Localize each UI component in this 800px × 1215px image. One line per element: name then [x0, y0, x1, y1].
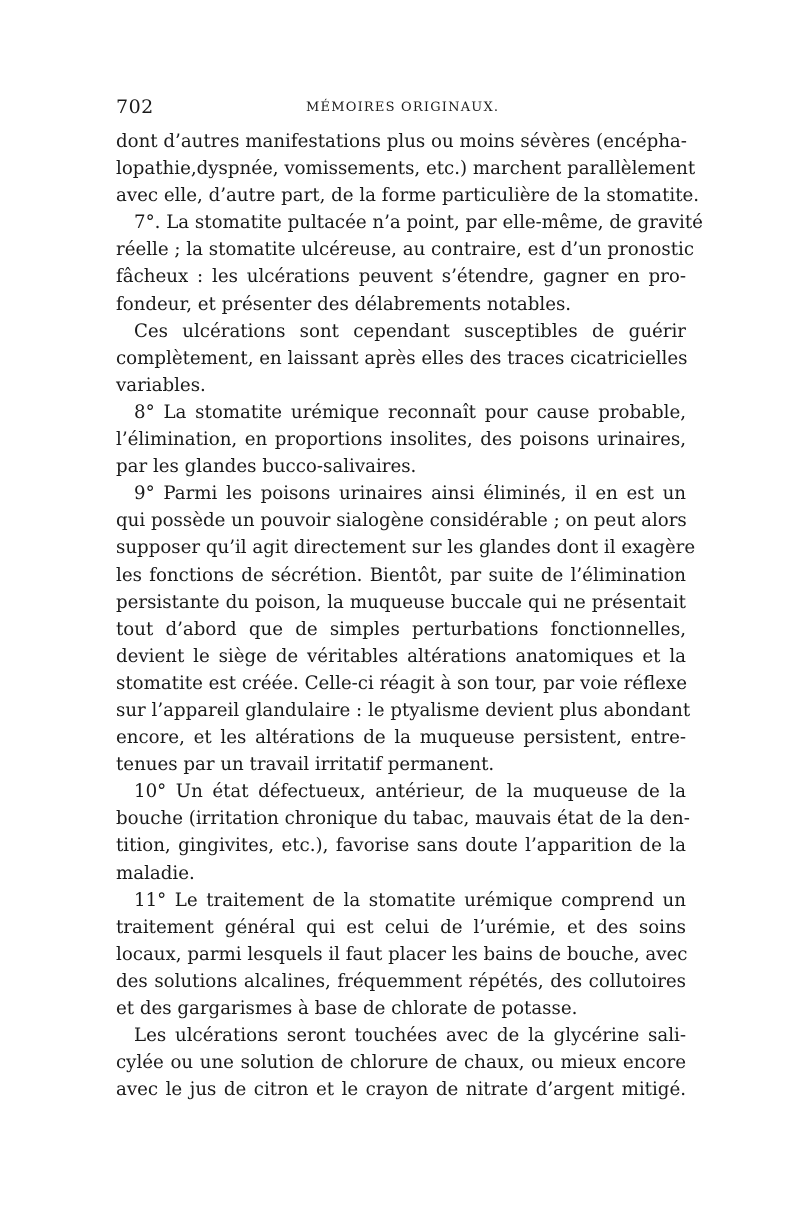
text-line: tition, gingivites, etc.), favorise sans doute l’apparition de la — [116, 835, 686, 857]
text-line: bouche (irritation chronique du tabac, mauvais état de la den- — [116, 808, 690, 830]
running-title: MÉMOIRES ORIGINAUX. — [306, 100, 500, 115]
text-line: tout d’abord que de simples perturbations fonctionnelles, — [116, 618, 686, 640]
text-line: fondeur, et présenter des délabrements notables. — [116, 293, 572, 315]
text-line: traitement général qui est celui de l’urémie, et des soins — [116, 916, 686, 938]
text-line: 8° La stomatite urémique reconnaît pour cause probable, — [134, 401, 686, 423]
page-number: 702 — [116, 96, 154, 118]
text-line: maladie. — [116, 862, 195, 884]
text-line: et des gargarismes à base de chlorate de potasse. — [116, 998, 578, 1019]
text-line: encore, et les altérations de la muqueuse persistent, entre- — [116, 727, 686, 749]
text-line: par les glandes bucco-salivaires. — [116, 456, 417, 478]
text-line: complètement, en laissant après elles des traces cicatricielles — [116, 347, 688, 369]
text-line: les fonctions de sécrétion. Bientôt, par suite de l’élimination — [116, 564, 686, 586]
text-line: supposer qu’il agit directement sur les glandes dont il exagère — [116, 537, 696, 559]
text-line: Ces ulcérations sont cependant susceptibles de guérir — [134, 320, 686, 342]
text-line: dont d’autres manifestations plus ou moins sévères (encépha- — [116, 131, 687, 152]
text-line: 10° Un état défectueux, antérieur, de la muqueuse de la — [134, 781, 686, 803]
text-line: qui possède un pouvoir sialogène considérable ; on peut alors — [116, 510, 687, 532]
page-header — [116, 96, 686, 122]
text-line: 11° Le traitement de la stomatite urémique comprend un — [134, 889, 686, 911]
text-line: lopathie,dyspnée, vomissements, etc.) marchent parallèlement — [116, 158, 696, 180]
text-line: des solutions alcalines, fréquemment répétés, des collutoires — [116, 970, 686, 992]
text-line: 7°. La stomatite pultacée n’a point, par elle-même, de gravité — [134, 212, 703, 234]
text-line: sur l’appareil glandulaire : le ptyalisme devient plus abondant — [116, 699, 691, 721]
text-line: fâcheux : les ulcérations peuvent s’étendre, gagner en pro- — [116, 266, 686, 288]
text-line: l’élimination, en proportions insolites, des poisons urinaires, — [116, 429, 686, 451]
book-page — [116, 96, 703, 1103]
text-line: tenues par un travail irritatif permanent. — [116, 754, 495, 776]
text-line: devient le siège de véritables altérations anatomiques et la — [116, 645, 686, 667]
body-text — [116, 128, 703, 1103]
text-line: avec elle, d’autre part, de la forme particulière de la stomatite. — [116, 185, 700, 207]
text-line: locaux, parmi lesquels il faut placer les bains de bouche, avec — [116, 943, 688, 965]
text-line: cylée ou une solution de chlorure de chaux, ou mieux encore — [116, 1052, 686, 1074]
text-line: persistante du poison, la muqueuse buccale qui ne présentait — [116, 591, 686, 613]
text-line: variables. — [116, 374, 206, 396]
text-line: 9° Parmi les poisons urinaires ainsi éliminés, il en est un — [134, 483, 686, 505]
text-line: réelle ; la stomatite ulcéreuse, au contraire, est d’un pronostic — [116, 239, 695, 261]
text-line: avec le jus de citron et le crayon de nitrate d’argent mitigé. — [116, 1079, 686, 1101]
text-line: stomatite est créée. Celle-ci réagit à son tour, par voie réflexe — [116, 672, 687, 694]
text-line: Les ulcérations seront touchées avec de la glycérine sali- — [134, 1025, 686, 1047]
